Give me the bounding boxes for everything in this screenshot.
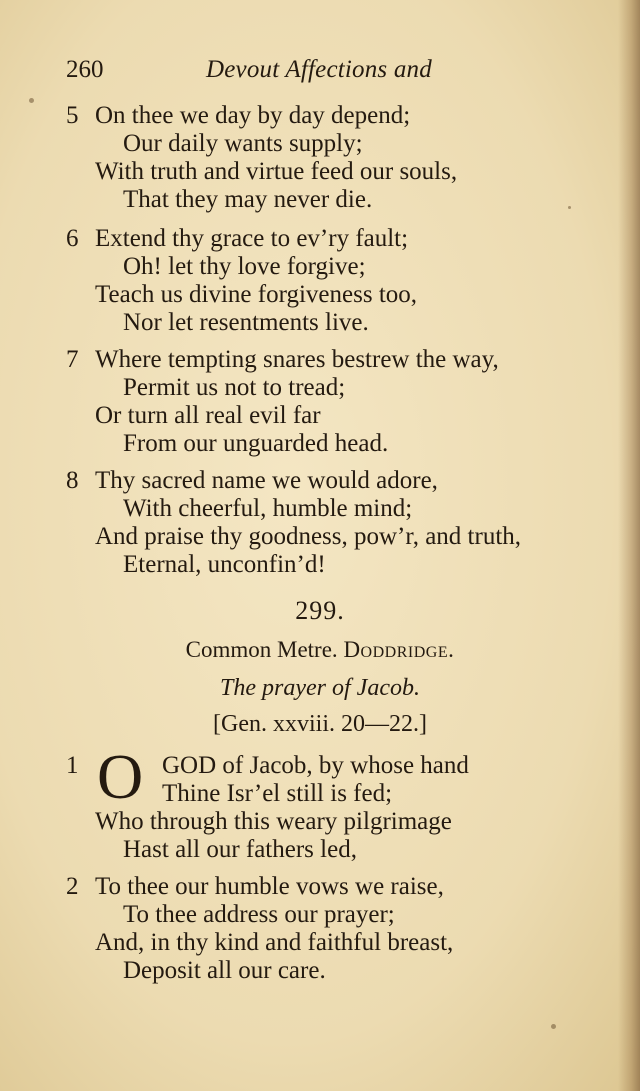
verse-line: GOD of Jacob, by whose hand bbox=[162, 752, 469, 779]
drop-cap: O bbox=[97, 741, 144, 812]
verse-line: Oh! let thy love forgive; bbox=[123, 253, 366, 280]
verse-line: Teach us divine forgiveness too, bbox=[95, 281, 418, 308]
verse-line: Thine Isr’el still is fed; bbox=[162, 780, 393, 807]
running-title: Devout Affections and bbox=[206, 56, 432, 83]
verse-line: With truth and virtue feed our souls, bbox=[95, 158, 458, 185]
verse-line: Permit us not to tread; bbox=[123, 374, 346, 401]
verse-line: Nor let resentments live. bbox=[123, 309, 369, 336]
verse-number: 2 bbox=[66, 873, 79, 900]
hymn-metre: Common Metre. bbox=[185, 637, 338, 662]
verse-line: Our daily wants supply; bbox=[123, 130, 363, 157]
verse-line: On thee we day by day depend; bbox=[95, 102, 411, 129]
verse-line: With cheerful, humble mind; bbox=[123, 495, 413, 522]
verse-line: To thee our humble vows we raise, bbox=[95, 873, 444, 900]
hymn-title: The prayer of Jacob. bbox=[220, 675, 420, 701]
verse-line: Eternal, unconfin’d! bbox=[123, 551, 326, 578]
paper-fleck bbox=[568, 206, 571, 209]
verse-line: And, in thy kind and faithful breast, bbox=[95, 929, 454, 956]
verse-number: 1 bbox=[66, 752, 79, 779]
paper-fleck bbox=[551, 1024, 556, 1029]
verse-number: 6 bbox=[66, 225, 79, 252]
verse-number: 8 bbox=[66, 467, 79, 494]
verse-line: Thy sacred name we would adore, bbox=[95, 467, 438, 494]
verse-line: Or turn all real evil far bbox=[95, 402, 321, 429]
scripture-reference: [Gen. xxviii. 20—22.] bbox=[213, 711, 427, 737]
verse-line: From our unguarded head. bbox=[123, 430, 389, 457]
verse-line: That they may never die. bbox=[123, 186, 373, 213]
verse-line: Hast all our fathers led, bbox=[123, 836, 357, 863]
hymn-number: 299. bbox=[295, 596, 345, 625]
verse-line: And praise thy goodness, pow’r, and truth, bbox=[95, 523, 522, 550]
verse-number: 5 bbox=[66, 102, 79, 129]
verse-number: 7 bbox=[66, 346, 79, 373]
page-header bbox=[66, 56, 466, 90]
hymn-metre-line bbox=[0, 637, 640, 663]
verse-line: Deposit all our care. bbox=[123, 957, 326, 984]
verse-line: Who through this weary pilgrimage bbox=[95, 808, 452, 835]
verse-line: Where tempting snares bestrew the way, bbox=[95, 346, 499, 373]
paper-fleck bbox=[29, 98, 34, 103]
hymn-author: Doddridge. bbox=[343, 637, 455, 662]
page-edge-shadow bbox=[618, 0, 640, 1091]
page-number: 260 bbox=[66, 56, 104, 83]
verse-line: To thee address our prayer; bbox=[123, 901, 395, 928]
verse-line: Extend thy grace to ev’ry fault; bbox=[95, 225, 409, 252]
